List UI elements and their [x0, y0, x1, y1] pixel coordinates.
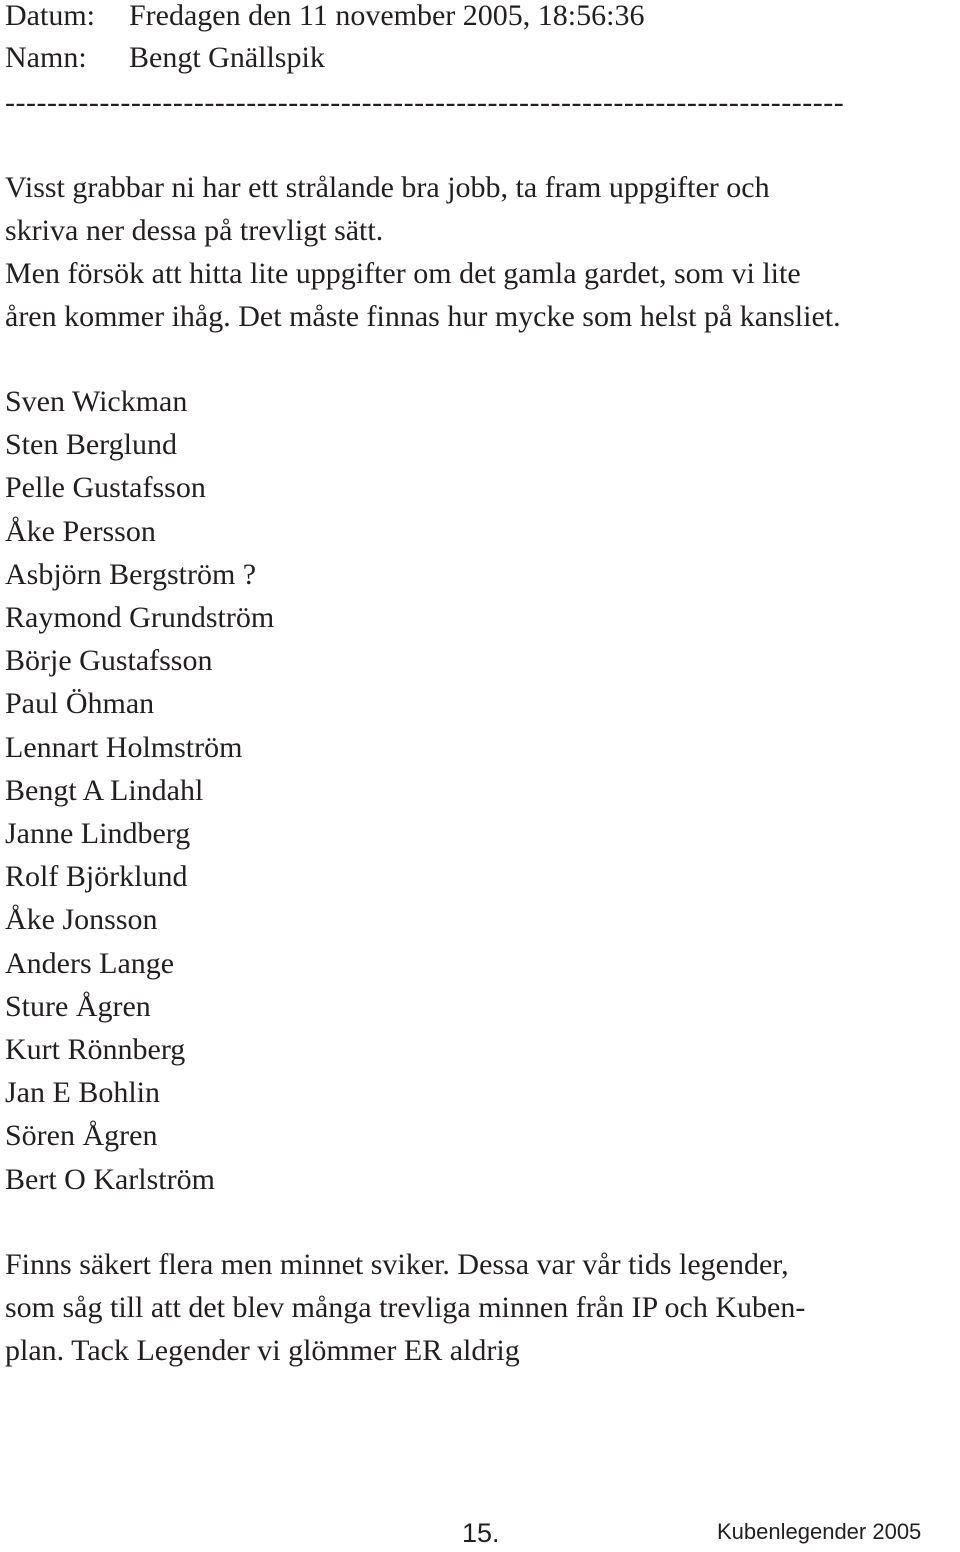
date-line: [5, 0, 644, 37]
list-item: Rolf Björklund: [5, 860, 188, 894]
list-item: Pelle Gustafsson: [5, 471, 206, 505]
list-item: Bert O Karlström: [5, 1162, 215, 1196]
list-item: Åke Persson: [5, 514, 156, 548]
list-item: Sven Wickman: [5, 385, 188, 418]
list-item: Börje Gustafsson: [5, 644, 213, 678]
date-label: Datum:: [5, 0, 95, 32]
closing-line: som såg till att det blev många trevliga minnen från IP och Kuben-: [5, 1291, 806, 1324]
name-value: Bengt Gnällspik: [129, 41, 325, 74]
list-item: Jan E Bohlin: [5, 1076, 160, 1110]
intro-line: Visst grabbar ni har ett strålande bra jobb, ta fram uppgifter och: [5, 171, 770, 204]
closing-line: Finns säkert flera men minnet sviker. Dessa var vår tids legender,: [5, 1248, 789, 1281]
list-item: Lennart Holmström: [5, 730, 243, 764]
name-label: Namn:: [5, 41, 87, 74]
list-item: Sören Ågren: [5, 1119, 158, 1153]
intro-line: skriva ner dessa på trevligt sätt.: [5, 214, 384, 247]
page-number: 15.: [462, 1518, 500, 1548]
divider-line: --------------------------------------------------------------------------------: [5, 91, 845, 115]
name-line: [5, 36, 325, 79]
list-item: Kurt Rönnberg: [5, 1033, 186, 1067]
intro-paragraph: [5, 166, 841, 338]
list-item: Bengt A Lindahl: [5, 773, 204, 807]
list-item: Asbjörn Bergström ?: [5, 557, 257, 591]
list-item: Raymond Grundström: [5, 601, 275, 635]
intro-line: Men försök att hitta lite uppgifter om det gamla gardet, som vi lite: [5, 257, 801, 290]
list-item: Sten Berglund: [5, 428, 177, 462]
list-item: Sture Ågren: [5, 989, 151, 1023]
intro-line: åren kommer ihåg. Det måste finnas hur mycke som helst på kansliet.: [5, 300, 841, 333]
date-value: Fredagen den 11 november 2005, 18:56:36: [129, 0, 645, 32]
list-item: Anders Lange: [5, 946, 175, 980]
publication-title: Kubenlegender 2005: [717, 1519, 922, 1544]
closing-paragraph: [5, 1243, 805, 1372]
legend-names-list: [5, 380, 274, 1201]
list-item: Paul Öhman: [5, 687, 155, 721]
list-item: Åke Jonsson: [5, 903, 158, 937]
closing-line: plan. Tack Legender vi glömmer ER aldrig: [5, 1334, 520, 1367]
list-item: Janne Lindberg: [5, 817, 191, 851]
